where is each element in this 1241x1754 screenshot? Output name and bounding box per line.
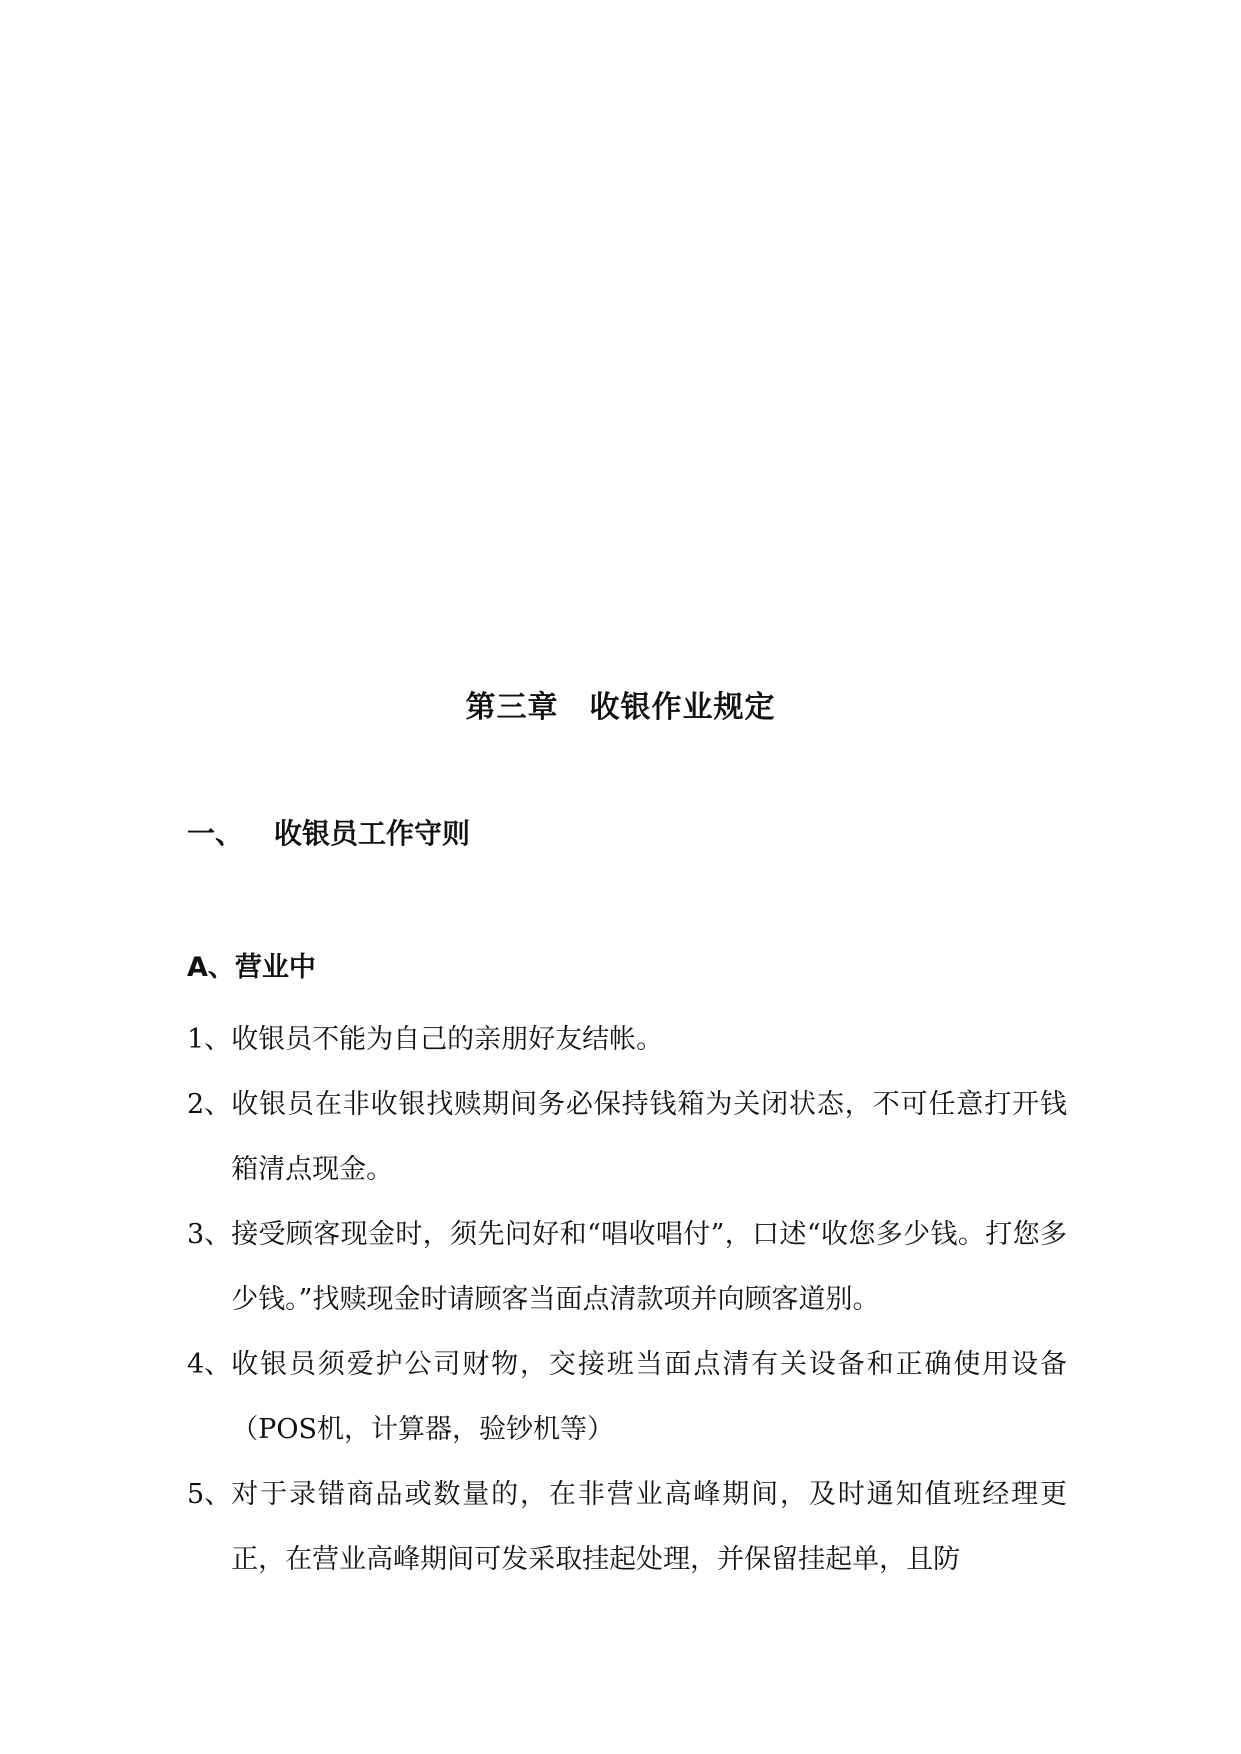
list-item <box>187 1072 1067 1202</box>
list-item-text: 对于录错商品或数量的，在非营业高峰期间，及时通知值班经理更正，在营业高峰期间可发采取挂起处理，并保留挂起单，且防 <box>231 1479 1067 1575</box>
list-item-text: 接受顾客现金时，须先问好和“唱收唱付”，口述“收您多少钱。打您多少钱。”找赎现金时请顾客当面点清款项并向顾客道别。 <box>231 1219 1067 1315</box>
list-item-text: 收银员不能为自己的亲朋好友结帐。 <box>231 1024 664 1055</box>
list-item-number: 5、 <box>187 1479 232 1510</box>
section-heading <box>187 812 470 852</box>
list-item-number: 2、 <box>187 1089 232 1120</box>
list-item <box>187 1332 1067 1462</box>
subsection-heading: A、营业中 <box>187 952 316 983</box>
list-item-number: 4、 <box>187 1349 232 1380</box>
list-item-text: 收银员须爱护公司财物，交接班当面点清有关设备和正确使用设备（POS机，计算器，验钞机等） <box>231 1349 1067 1445</box>
list-item-number: 1、 <box>187 1024 232 1055</box>
section-number: 一、 <box>187 817 244 850</box>
section-title: 收银员工作守则 <box>274 817 471 850</box>
list-item <box>187 1462 1067 1592</box>
list-item-text: 收银员在非收银找赎期间务必保持钱箱为关闭状态，不可任意打开钱箱清点现金。 <box>231 1089 1067 1185</box>
list-item <box>187 1202 1067 1332</box>
list-item <box>187 1007 1067 1072</box>
rules-list <box>187 1007 1067 1592</box>
list-item-number: 3、 <box>187 1219 232 1250</box>
chapter-title: 第三章 收银作业规定 <box>465 690 776 725</box>
